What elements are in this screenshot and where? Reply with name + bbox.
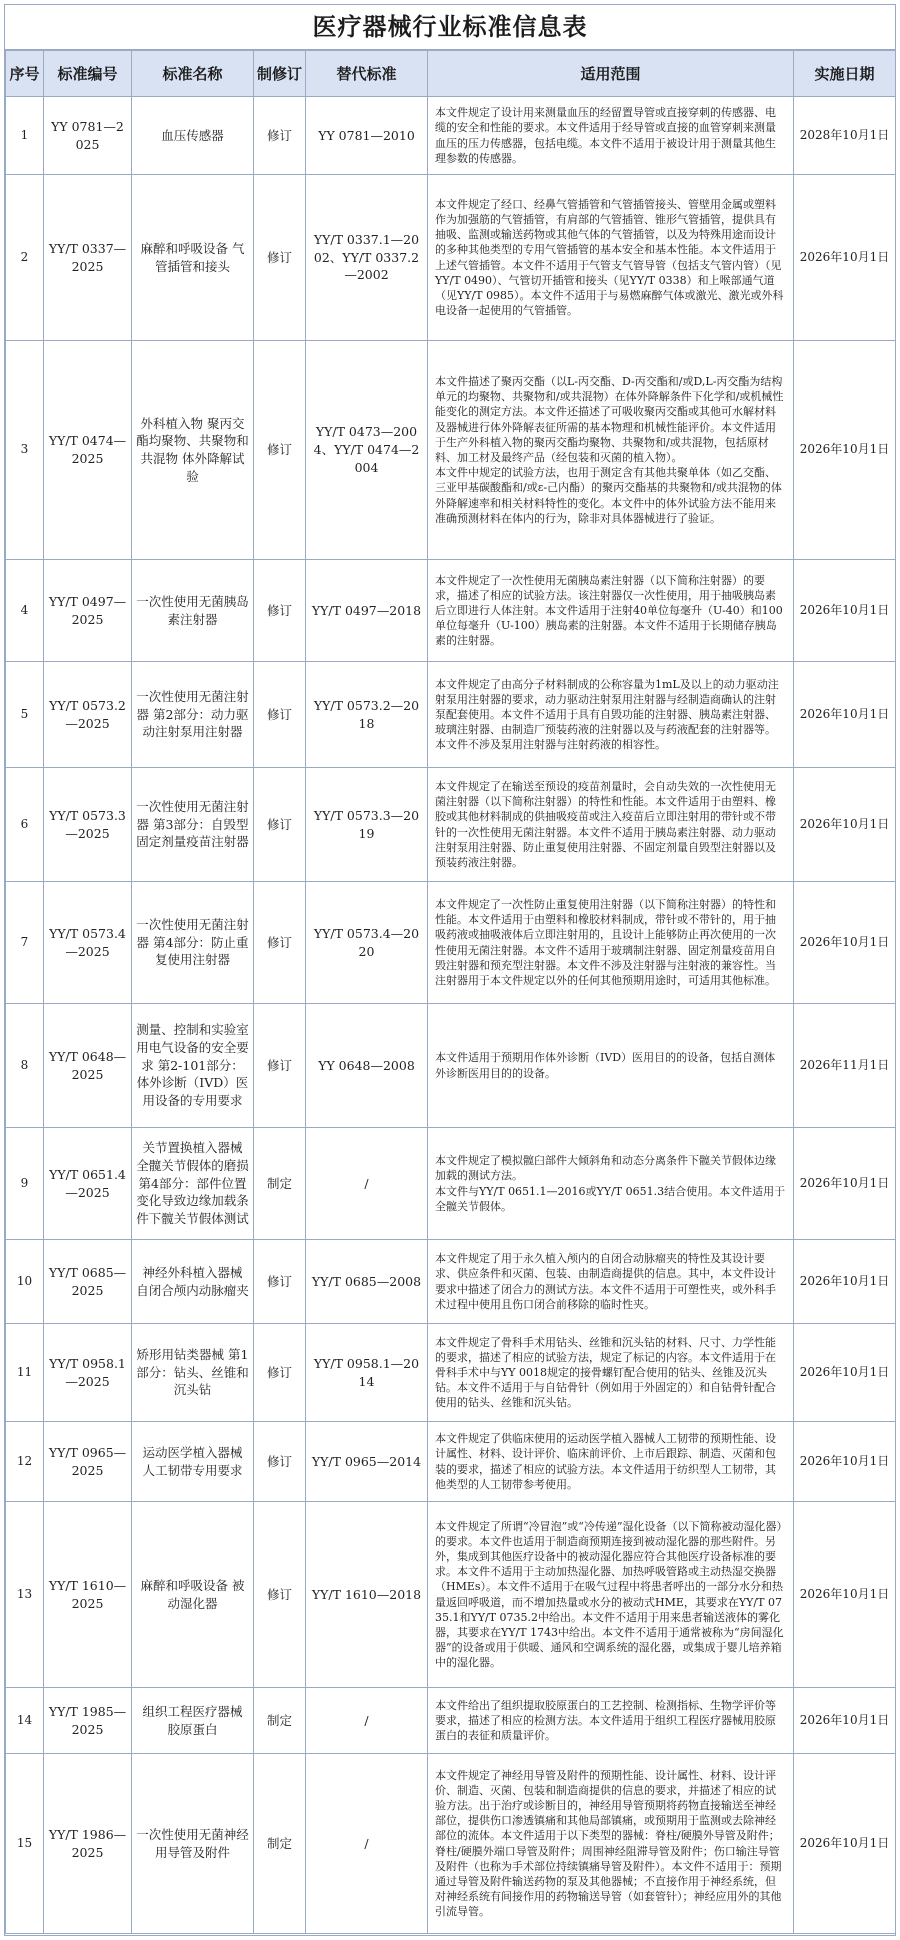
cell-code: YY/T 0958.1—2025 [44, 1324, 132, 1422]
cell-date: 2026年10月1日 [794, 882, 896, 1004]
header-seq: 序号 [6, 51, 44, 97]
cell-replace: YY/T 0958.1—2014 [306, 1324, 428, 1422]
cell-scope: 本文件规定了模拟髋臼部件大倾斜角和动态分离条件下髋关节假体边缘加载的测试方法。 本文件与YY/T 0651.1—2016或YY/T 0651.3结合使用。本文件适用于全髋关节假体。 [428, 1128, 794, 1240]
cell-seq: 9 [6, 1128, 44, 1240]
cell-scope: 本文件给出了组织提取胶原蛋白的工艺控制、检测指标、生物学评价等要求，描述了相应的检测方法。本文件适用于组织工程医疗器械用胶原蛋白的表征和质量评价。 [428, 1688, 794, 1754]
header-code: 标准编号 [44, 51, 132, 97]
cell-code: YY/T 0337—2025 [44, 175, 132, 341]
cell-scope: 本文件规定了用于永久植入颅内的自闭合动脉瘤夹的特性及其设计要求、供应条件和灭菌、包装、由制造商提供的信息。其中，本文件设计要求中描述了闭合力的测试方法。本文件不适用于可塑性夹，或外科手术过程中使用且伤口闭合前移除的临时性夹。 [428, 1240, 794, 1324]
cell-name: 运动医学植入器械 人工韧带专用要求 [132, 1422, 254, 1502]
cell-code: YY/T 1985—2025 [44, 1688, 132, 1754]
cell-code: YY/T 0685—2025 [44, 1240, 132, 1324]
cell-seq: 15 [6, 1754, 44, 1934]
cell-type: 修订 [254, 1502, 306, 1688]
cell-date: 2028年10月1日 [794, 97, 896, 175]
table-row [6, 341, 896, 560]
cell-name: 组织工程医疗器械 胶原蛋白 [132, 1688, 254, 1754]
cell-date: 2026年10月1日 [794, 560, 896, 662]
cell-name: 一次性使用无菌注射器 第3部分：自毁型固定剂量疫苗注射器 [132, 768, 254, 882]
table-row [6, 1128, 896, 1240]
cell-replace: YY 0781—2010 [306, 97, 428, 175]
table-row [6, 882, 896, 1004]
cell-seq: 13 [6, 1502, 44, 1688]
cell-type: 修订 [254, 1324, 306, 1422]
cell-name: 一次性使用无菌注射器 第2部分：动力驱动注射泵用注射器 [132, 662, 254, 768]
table-row [6, 1754, 896, 1934]
cell-type: 修订 [254, 1422, 306, 1502]
cell-type: 修订 [254, 662, 306, 768]
table-row [6, 97, 896, 175]
cell-seq: 8 [6, 1004, 44, 1128]
header-date: 实施日期 [794, 51, 896, 97]
cell-scope: 本文件适用于预期用作体外诊断（IVD）医用目的的设备，包括自测体外诊断医用目的的设备。 [428, 1004, 794, 1128]
cell-replace: YY/T 1610—2018 [306, 1502, 428, 1688]
cell-seq: 1 [6, 97, 44, 175]
cell-seq: 3 [6, 341, 44, 560]
cell-scope: 本文件规定了由高分子材料制成的公称容量为1mL及以上的动力驱动注射泵用注射器的要求，动力驱动注射泵用注射器与经制造商确认的注射泵配套使用。本文件不适用于具有自毁功能的注射器、胰岛素注射器、玻璃注射器、由制造厂预装药液的注射器以及与药液配套的注射器等。本文件不涉及泵用注射器与注射药液的相容性。 [428, 662, 794, 768]
cell-date: 2026年10月1日 [794, 1240, 896, 1324]
cell-date: 2026年10月1日 [794, 768, 896, 882]
cell-code: YY/T 0648—2025 [44, 1004, 132, 1128]
cell-scope: 本文件描述了聚丙交酯（以L-丙交酯、D-丙交酯和/或D,L-丙交酯为结构单元的均聚物、共聚物和/或共混物）在体外降解条件下化学和/或机械性能变化的测定方法。本文件还描述了可吸收聚丙交酯或其他可水解材料及器械进行体外降解表征所需的基本物理和机械性能评价。本文件适用于生产外科植入物的聚丙交酯均聚物、共聚物和/或共混物，包括原材料、加工材及最终产品（经包装和灭菌的植入物）。 本文件中规定的试验方法，也用于测定含有其他共聚单体（如乙交酯、三亚甲基碳酸酯和/或ε-己内酯）的聚丙交酯基的共聚物和/或共混物的体外降解速率和相关材料特性的变化。本文件中的体外试验方法不能用来准确预测材料在体内的行为，除非对具体器械进行了验证。 [428, 341, 794, 560]
cell-seq: 4 [6, 560, 44, 662]
cell-code: YY/T 1986—2025 [44, 1754, 132, 1934]
header-name: 标准名称 [132, 51, 254, 97]
header-replace: 替代标准 [306, 51, 428, 97]
cell-scope: 本文件规定了供临床使用的运动医学植入器械人工韧带的预期性能、设计属性、材料、设计评价、临床前评价、上市后跟踪、制造、灭菌和包装的要求，描述了相应的试验方法。本文件适用于纺织型人工韧带，其他类型的人工韧带参考使用。 [428, 1422, 794, 1502]
cell-type: 修订 [254, 341, 306, 560]
cell-replace: YY/T 0573.3—2019 [306, 768, 428, 882]
cell-date: 2026年10月1日 [794, 341, 896, 560]
cell-code: YY 0781—2025 [44, 97, 132, 175]
standards-table [5, 50, 896, 1934]
cell-seq: 6 [6, 768, 44, 882]
cell-date: 2026年10月1日 [794, 662, 896, 768]
table-row [6, 768, 896, 882]
cell-seq: 14 [6, 1688, 44, 1754]
table-row [6, 1004, 896, 1128]
cell-scope: 本文件规定了一次性使用无菌胰岛素注射器（以下简称注射器）的要求，描述了相应的试验方法。该注射器仅一次性使用，用于抽吸胰岛素后立即进行人体注射。本文件适用于注射40单位每毫升（U-40）和100单位每毫升（U-100）胰岛素的注射器。本文件不适用于长期储存胰岛素的注射器。 [428, 560, 794, 662]
cell-replace: YY/T 0497—2018 [306, 560, 428, 662]
table-row [6, 175, 896, 341]
cell-date: 2026年10月1日 [794, 1754, 896, 1934]
cell-type: 制定 [254, 1128, 306, 1240]
header-row [6, 51, 896, 97]
cell-code: YY/T 0497—2025 [44, 560, 132, 662]
table-row [6, 560, 896, 662]
cell-scope: 本文件规定了骨科手术用钻头、丝锥和沉头钻的材料、尺寸、力学性能的要求，描述了相应的试验方法，规定了标记的内容。本文件适用于在骨科手术中与YY 0018规定的接骨螺钉配合使用的钻头、丝锥及沉头钻。本文件不适用于与自钻骨针（例如用于外固定的）和自钻骨针配合使用的钻头、丝锥和沉头钻。 [428, 1324, 794, 1422]
cell-seq: 7 [6, 882, 44, 1004]
cell-type: 修订 [254, 560, 306, 662]
cell-name: 关节置换植入器械 全髋关节假体的磨损 第4部分：部件位置变化导致边缘加载条件下髋关节假体测试 [132, 1128, 254, 1240]
cell-code: YY/T 0573.2—2025 [44, 662, 132, 768]
cell-date: 2026年11月1日 [794, 1004, 896, 1128]
cell-code: YY/T 0651.4—2025 [44, 1128, 132, 1240]
cell-date: 2026年10月1日 [794, 1324, 896, 1422]
cell-replace: YY/T 0965—2014 [306, 1422, 428, 1502]
page-title: 医疗器械行业标准信息表 [5, 5, 895, 50]
cell-name: 麻醉和呼吸设备 被动湿化器 [132, 1502, 254, 1688]
cell-name: 神经外科植入器械 自闭合颅内动脉瘤夹 [132, 1240, 254, 1324]
cell-seq: 10 [6, 1240, 44, 1324]
cell-date: 2026年10月1日 [794, 175, 896, 341]
header-scope: 适用范围 [428, 51, 794, 97]
cell-type: 修订 [254, 882, 306, 1004]
cell-name: 血压传感器 [132, 97, 254, 175]
cell-code: YY/T 0573.4—2025 [44, 882, 132, 1004]
table-row [6, 1324, 896, 1422]
cell-name: 测量、控制和实验室用电气设备的安全要求 第2-101部分：体外诊断（IVD）医用设备的专用要求 [132, 1004, 254, 1128]
table-row [6, 1502, 896, 1688]
cell-type: 制定 [254, 1754, 306, 1934]
cell-replace: YY/T 0573.4—2020 [306, 882, 428, 1004]
cell-type: 修订 [254, 1004, 306, 1128]
cell-code: YY/T 1610—2025 [44, 1502, 132, 1688]
cell-seq: 12 [6, 1422, 44, 1502]
cell-code: YY/T 0965—2025 [44, 1422, 132, 1502]
cell-date: 2026年10月1日 [794, 1128, 896, 1240]
cell-replace: / [306, 1128, 428, 1240]
table-row [6, 1422, 896, 1502]
cell-type: 制定 [254, 1688, 306, 1754]
cell-name: 麻醉和呼吸设备 气管插管和接头 [132, 175, 254, 341]
cell-replace: / [306, 1688, 428, 1754]
cell-name: 外科植入物 聚丙交酯均聚物、共聚物和共混物 体外降解试验 [132, 341, 254, 560]
cell-replace: / [306, 1754, 428, 1934]
cell-type: 修订 [254, 1240, 306, 1324]
cell-scope: 本文件规定了设计用来测量血压的经留置导管或直接穿刺的传感器、电缆的安全和性能的要求。本文件适用于经导管或直接的血管穿刺来测量血压的压力传感器，包括电缆。本文件不适用于被设计用于测量其他生理参数的传感器。 [428, 97, 794, 175]
cell-name: 一次性使用无菌胰岛素注射器 [132, 560, 254, 662]
cell-scope: 本文件规定了神经用导管及附件的预期性能、设计属性、材料、设计评价、制造、灭菌、包装和制造商提供的信息的要求，并描述了相应的试验方法。出于治疗或诊断目的，神经用导管预期将药物直接输送至神经部位，提供伤口渗透镇痛和其他局部镇痛，或预期用于监测或去除神经部位的流体。本文件适用于以下类型的器械：脊柱/硬膜外导管及附件；脊柱/硬膜外端口导管及附件；周围神经阻滞导管及附件；伤口输注导管及附件（也称为手术部位持续镇痛导管及附件）。本文件不适用于：预期通过导管及附件输送药物的泵及其他器械；不直接作用于神经系统，但对神经系统有间接作用的药物输送导管（如套管针）；神经应用外的其他引流导管。 [428, 1754, 794, 1934]
cell-type: 修订 [254, 175, 306, 341]
cell-date: 2026年10月1日 [794, 1502, 896, 1688]
cell-code: YY/T 0474—2025 [44, 341, 132, 560]
cell-replace: YY/T 0573.2—2018 [306, 662, 428, 768]
cell-seq: 2 [6, 175, 44, 341]
table-row [6, 1240, 896, 1324]
cell-type: 修订 [254, 97, 306, 175]
header-type: 制修订 [254, 51, 306, 97]
cell-date: 2026年10月1日 [794, 1422, 896, 1502]
cell-name: 一次性使用无菌注射器 第4部分：防止重复使用注射器 [132, 882, 254, 1004]
table-row [6, 662, 896, 768]
cell-replace: YY/T 0685—2008 [306, 1240, 428, 1324]
cell-code: YY/T 0573.3—2025 [44, 768, 132, 882]
cell-scope: 本文件规定了经口、经鼻气管插管和气管插管接头、管壁用金属或塑料作为加强筋的气管插管，有肩部的气管插管、锥形气管插管，提供具有抽吸、监测或输送药物或其他气体的气管插管，以及为特殊用途而设计的多种其他类型的专用气管插管的基本安全和基本性能。本文件适用于上述气管插管。本文件不适用于气管支气管导管（包括支气管内管）（见YY/T 0490）、气管切开插管和接头（见YY/T 0338）和上喉部通气道（见YY/T 0985）。本文件不适用于与易燃麻醉气体或激光、激光或外科电设备一起使用的气管插管。 [428, 175, 794, 341]
cell-replace: YY 0648—2008 [306, 1004, 428, 1128]
cell-replace: YY/T 0473—2004、YY/T 0474—2004 [306, 341, 428, 560]
cell-type: 修订 [254, 768, 306, 882]
cell-replace: YY/T 0337.1—2002、YY/T 0337.2—2002 [306, 175, 428, 341]
cell-date: 2026年10月1日 [794, 1688, 896, 1754]
cell-scope: 本文件规定了在输送至预设的疫苗剂量时，会自动失效的一次性使用无菌注射器（以下简称注射器）的特性和性能。本文件适用于由塑料、橡胶或其他材料制成的供抽吸疫苗或注入疫苗后立即注射用的带针或不带针的一次性使用无菌注射器。本文件不适用于胰岛素注射器、动力驱动注射泵用注射器、防止重复使用注射器、不固定剂量自毁型注射器以及预装药液注射器。 [428, 768, 794, 882]
cell-seq: 5 [6, 662, 44, 768]
table-row [6, 1688, 896, 1754]
cell-scope: 本文件规定了所谓“冷冒泡”或“冷传递”湿化设备（以下简称被动湿化器）的要求。本文件也适用于制造商预期连接到被动湿化器的那些附件。另外，集成到其他医疗设备中的被动湿化器应符合其他医疗设备标准的要求。本文件不适用于主动加热湿化器、加热呼吸管路或主动热湿交换器（HMEs）。本文件不适用于在吸气过程中将患者呼出的一部分水分和热量返回呼吸道，而不增加热量或水分的被动式HME，其要求在YY/T 0735.1和YY/T 0735.2中给出。本文件不适用于用来患者输送液体的雾化器，其要求在YY/T 1743中给出。本文件不适用于通常被称为“房间湿化器”的设备或用于供暖、通风和空调系统的湿化器，或集成于婴儿培养箱中的湿化器。 [428, 1502, 794, 1688]
cell-scope: 本文件规定了一次性防止重复使用注射器（以下简称注射器）的特性和性能。本文件适用于由塑料和橡胶材料制成，带针或不带针的，用于抽吸药液或抽吸液体后立即注射用的，且设计上能够防止再次使用的一次性使用无菌注射器。本文件不适用于玻璃制注射器、固定剂量疫苗用自毁注射器和预充型注射器。本文件不涉及注射器与注射液的兼容性。当注射器用于本文件规定以外的任何其他预期用途时，可适用其他标准。 [428, 882, 794, 1004]
cell-seq: 11 [6, 1324, 44, 1422]
cell-name: 矫形用钻类器械 第1部分：钻头、丝锥和沉头钻 [132, 1324, 254, 1422]
standards-sheet [4, 4, 896, 1936]
cell-name: 一次性使用无菌神经用导管及附件 [132, 1754, 254, 1934]
